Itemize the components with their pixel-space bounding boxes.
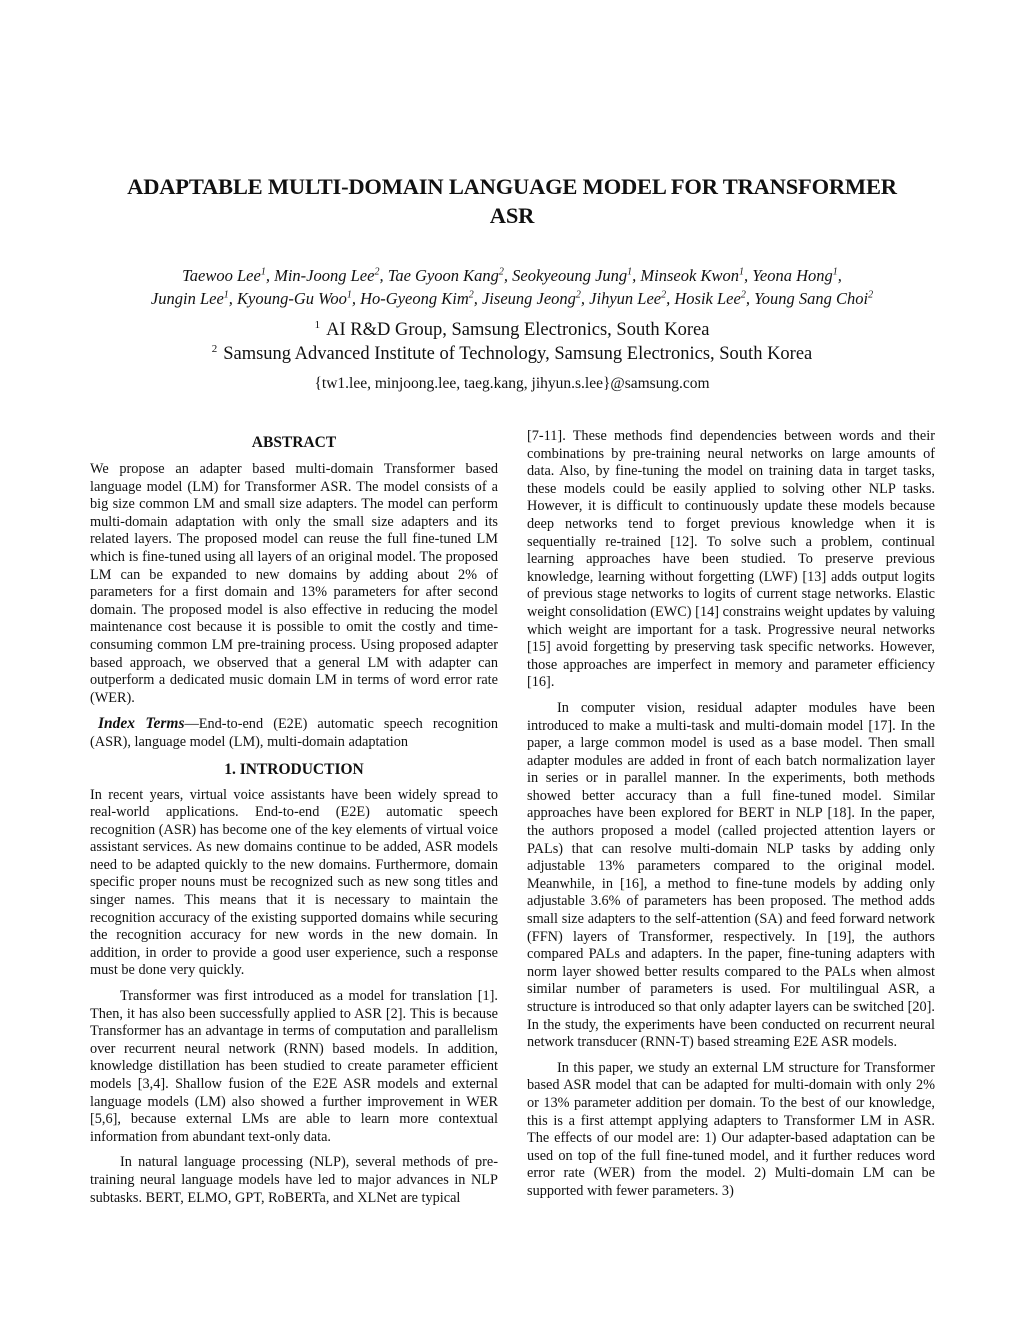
- introduction-heading: 1. INTRODUCTION: [224, 760, 364, 778]
- affiliation-1: [40, 318, 984, 342]
- author: Yeona Hong$^1$,: [752, 266, 842, 285]
- author: Kyoung-Gu Woo$^1$,: [237, 289, 361, 308]
- author: Taewoo Lee$^1$,: [182, 266, 275, 285]
- index-terms-label: Index Terms: [98, 715, 185, 733]
- paper-title: [60, 172, 964, 230]
- author: Minseok Kwon$^1$,: [640, 266, 753, 285]
- title-line-1: ADAPTABLE MULTI-DOMAIN LANGUAGE MODEL FOR TRANSFORMER: [127, 174, 897, 199]
- left-column: [90, 428, 498, 1207]
- affiliation-text: Samsung Advanced Institute of Technology, Samsung Electronics, South Korea: [223, 344, 813, 364]
- intro-paragraph-2: Transformer was first introduced as a model for translation [1]. Then, it has also been successfully applied to ASR [2]. This is because Transformer has an advantage in terms of computation and parallelism over recurrent neural network (RNN) based models. In addition, knowledge distillation has been studied to create parameter efficient models [3,4]. Shallow fusion of the E2E ASR models and external language models (LM) also showed a further improvement in WER [5,6], because external LMs are able to learn more contextual information from abundant text-only data.: [90, 988, 498, 1145]
- index-terms: [90, 715, 498, 751]
- affiliation-number: 2: [211, 343, 218, 355]
- intro-paragraph-1: In recent years, virtual voice assistants have been widely spread to real-world applications. End-to-end (E2E) automatic speech recognition (ASR) has become one of the key elements of virtual voice assistant services. As new domains continue to be added, ASR models need to be adapted quickly to the new domains. Furthermore, domain specific proper nouns must be recognized such as new song titles and singer names. This means that it is necessary to maintain the recognition accuracy of the existing supported domains while securing the recognition accuracy for new words in the new domain. In addition, in order to provide a good user experience, such a response must be done very quickly.: [90, 786, 498, 979]
- right-paragraph-2: In computer vision, residual adapter modules have been introduced to make a multi-task and multi-domain model [17]. In the paper, a large common model is used as a base model. Then small adapter modules are added in front of each batch normalization layer in series or in parallel manner. In the experiments, both methods showed better accuracy than a full fine-tuned model. Similar approaches have been explored for BERT in NLP [18]. In the paper, the authors proposed a model (called projected attention layers or PALs) that can resolve multi-domain NLP tasks by adding only adjustable 13% parameters compared to the original model. Meanwhile, in [16], a method to fine-tune models by adding only adjustable 3.6% of parameters has been proposed. The method adds small size adapters to the self-attention (SA) and feed forward network (FFN) layers of Transformer, respectively. In [19], the authors compared PALs and adapters. In the paper, fine-tuning adapters with norm layer showed better results compared to the PALs when almost similar number of parameters is used. For multilingual ASR, a structure is introduced so that only adapter layers can be switched [20]. In the study, the experiments have been conducted on recurrent neural network transducer (RNN-T) based streaming E2E ASR models.: [527, 699, 935, 1051]
- author: Seokyeoung Jung$^1$,: [512, 266, 641, 285]
- index-terms-dash: —: [184, 716, 199, 733]
- author-list: [40, 264, 984, 310]
- title-line-2: ASR: [489, 203, 535, 228]
- author-emails: {tw1.lee, minjoong.lee, taeg.kang, jihyun.s.lee}@samsung.com: [314, 375, 710, 392]
- index-terms-text: End-to-end (E2E) automatic speech recognition (ASR), language model (LM), multi-domain adaptation: [90, 716, 498, 750]
- author: Jihyun Lee$^2$,: [589, 289, 675, 308]
- author: Jiseung Jeong$^2$,: [481, 289, 590, 308]
- author: Tae Gyoon Kang$^2$,: [387, 266, 513, 285]
- right-paragraph-1: [7-11]. These methods find dependencies between words and their combinations by pre-training neural networks on large amounts of data. Also, by fine-tuning the model on training data in target tasks, these models could be easily applied to solving other NLP tasks. However, it is difficult to continuously update these models because deep networks tend to forget previous knowledge when it is sequentially re-trained [12]. To solve such a problem, continual learning approaches have been studied. To preserve previous knowledge, learning without forgetting (LWF) [13] adds output logits of previous stage networks to logits of current stage networks. Elastic weight consolidation (EWC) [14] constrains weight updates by valuing which weight are important for a task. Progressive neural networks [15] avoid forgetting by preserving task specific networks. However, those approaches are imperfect in memory and parameter efficiency [16].: [527, 428, 935, 691]
- author: Hosik Lee$^2$,: [674, 289, 755, 308]
- author: Min-Joong Lee$^2$,: [274, 266, 388, 285]
- author: Jungin Lee$^1$,: [150, 289, 238, 308]
- affiliation-2: [40, 342, 984, 366]
- affiliation-text: AI R&D Group, Samsung Electronics, South Korea: [326, 320, 710, 340]
- abstract-text: We propose an adapter based multi-domain Transformer based language model (LM) for Transformer ASR. The model consists of a big size common LM and small size adapters. The model can perform multi-domain adaptation with only the small size adapters and its related layers. The proposed model can reuse the full fine-tuned LM which is fine-tuned using all layers of an original model. The proposed LM can be expanded to new domains by adding about 2% of parameters for a first domain and 13% parameters for after second domain. The proposed model is also effective in reducing the model maintenance cost because it is possible to omit the costly and time-consuming common LM pre-training process. Using proposed adapter based approach, we observed that a general LM with adapter can outperform a dedicated music domain LM in terms of word error rate (WER).: [90, 461, 498, 706]
- abstract-heading: ABSTRACT: [251, 434, 337, 451]
- right-column: [527, 428, 935, 1201]
- author: Ho-Gyeong Kim$^2$,: [360, 289, 482, 308]
- author: Young Sang Choi$^2$: [754, 289, 874, 308]
- right-paragraph-3: In this paper, we study an external LM structure for Transformer based ASR model that can be adapted for multi-domain with only 2% or 13% parameter addition per domain. To the best of our knowledge, this is a first attempt applying adapters to Transformer LM in ASR. The effects of our model are: 1) Our adapter-based adaptation can be used on top of the full fine-tuned model, and it further reduces word error rate (WER) from the model. 2) Multi-domain LM can be supported with fewer parameters. 3): [527, 1059, 935, 1199]
- affiliation-number: 1: [314, 319, 321, 331]
- intro-paragraph-3: In natural language processing (NLP), several methods of pre-training neural language models have led to major advances in NLP subtasks. BERT, ELMO, GPT, RoBERTa, and XLNet are typical: [90, 1154, 498, 1206]
